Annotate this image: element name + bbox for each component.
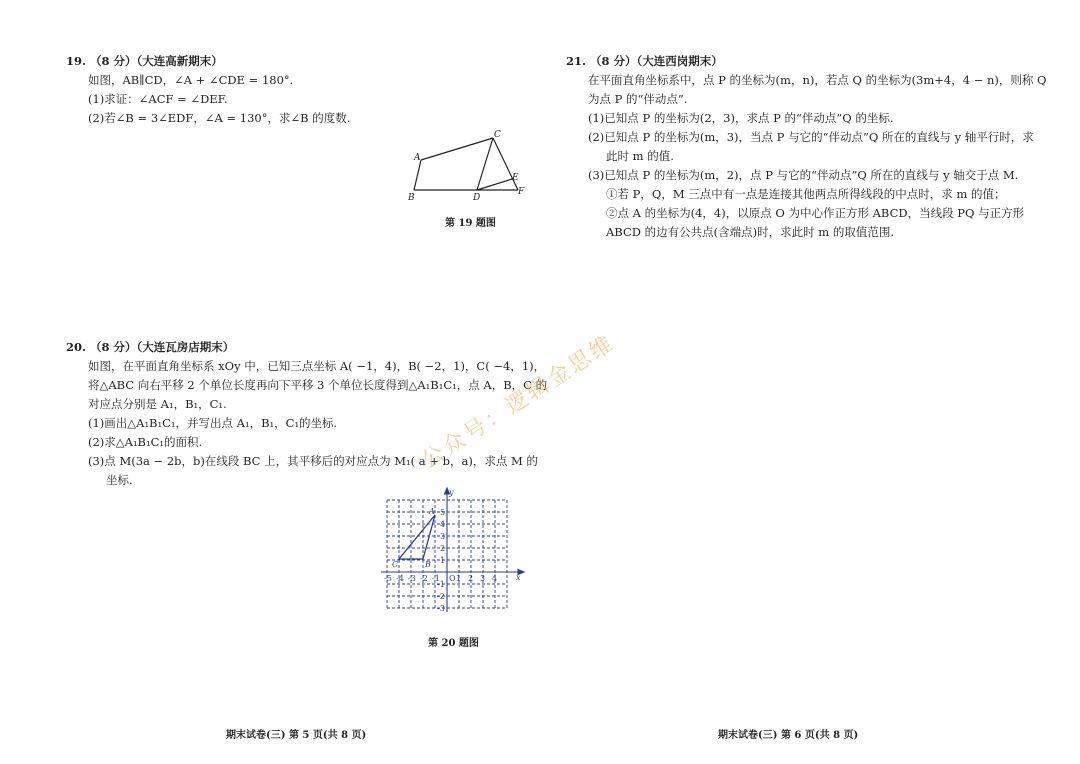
q21-line2: 为点 P 的“伴动点”. (588, 92, 688, 106)
q19-label-a: A (414, 153, 421, 163)
y-tick-label: 3 (440, 532, 446, 541)
q20-line4: (1)画出△A₁B₁C₁，并写出点 A₁，B₁，C₁的坐标. (88, 416, 338, 430)
x-tick-label: -1 (432, 574, 440, 583)
q19-segment-ab (414, 160, 421, 190)
q19-line3: (2)若∠B = 3∠EDF，∠A = 130°，求∠B 的度数. (88, 111, 351, 125)
point-label-c: C (392, 560, 399, 569)
footer-left: 期末试卷(三) 第 5 页(共 8 页) (226, 730, 367, 741)
q20-line3: 对应点分别是 A₁，B₁，C₁. (88, 397, 227, 411)
q20-line6: (3)点 M(3a − 2b，b)在线段 BC 上，其平移后的对应点为 M₁( a + b，a)，求点 M 的 (88, 454, 538, 468)
q20-line7: 坐标. (106, 473, 133, 487)
x-tick-label: -4 (396, 574, 404, 583)
y-tick-label: 1 (440, 556, 446, 565)
x-axis-label: x (516, 573, 521, 582)
q20-caption: 第 20 题图 (428, 638, 479, 649)
question-21 (566, 52, 1046, 242)
x-tick-label: -3 (408, 574, 416, 583)
q20-line1: 如图，在平面直角坐标系 xOy 中，已知三点坐标 A( −1，4)，B( −2，1)，C( −4，1)， (88, 359, 546, 373)
y-tick-label: 5 (440, 508, 446, 517)
y-tick-label: -3 (437, 604, 445, 613)
q20-line5: (2)求△A₁B₁C₁的面积. (88, 435, 203, 449)
q21-line4: (2)已知点 P 的坐标为(m，3)，当点 P 与它的“伴动点”Q 所在的直线与 y 轴平行时，求 (588, 130, 1034, 144)
q19-figure (405, 128, 530, 204)
q19-label-b: B (408, 193, 415, 203)
q21-line7: ①若 P，Q，M 三点中有一点是连接其他两点所得线段的中点时，求 m 的值； (606, 187, 1006, 201)
q19-caption: 第 19 题图 (445, 218, 496, 229)
x-tick-label: O (449, 574, 456, 583)
q21-line6: (3)已知点 P 的坐标为(m，2)，点 P 与它的“伴动点”Q 所在的直线与 y 轴交于点 M. (588, 168, 1019, 182)
q19-header: 19. （8 分）（大连高新期末） (66, 54, 223, 68)
q21-line1: 在平面直角坐标系中，点 P 的坐标为(m，n)，若点 Q 的坐标为(3m+4，4 − n)，则称 Q (588, 73, 1047, 87)
triangle-abc (399, 515, 435, 559)
q21-line8: ②点 A 的坐标为(4，4)，以原点 O 为中心作正方形 ABCD，当线段 PQ 与正方形 (606, 206, 1025, 220)
q20-line2: 将△ABC 向右平移 2 个单位长度再向下平移 3 个单位长度得到△A₁B₁C₁，点 A，B，C 的 (88, 378, 548, 392)
x-tick-label: -2 (420, 574, 428, 583)
point-label-a: A (429, 507, 435, 516)
footer-right: 期末试卷(三) 第 6 页(共 8 页) (718, 730, 859, 741)
y-tick-label: 4 (440, 520, 446, 529)
q21-line3: (1)已知点 P 的坐标为(2，3)，求点 P 的“伴动点”Q 的坐标. (588, 111, 894, 125)
x-tick-label: 3 (480, 574, 486, 583)
q20-coordinate-grid (378, 486, 526, 614)
y-tick-label: 2 (440, 544, 446, 553)
q19-line2: (1)求证：∠ACF = ∠DEF. (88, 92, 228, 106)
y-tick-label: -2 (437, 592, 445, 601)
q19-segment-cd (477, 138, 493, 190)
q21-header: 21. （8 分）（大连西岗期末） (566, 54, 723, 68)
q19-label-c: C (494, 130, 501, 140)
x-tick-label: 1 (456, 574, 462, 583)
q19-label-f: F (518, 187, 525, 197)
q20-header: 20. （8 分）（大连瓦房店期末） (66, 340, 235, 354)
q19-label-e: E (512, 173, 519, 183)
y-tick-label: -1 (437, 580, 445, 589)
question-19 (66, 52, 350, 128)
point-label-b: B (425, 560, 431, 569)
q19-label-d: D (473, 193, 481, 203)
q21-line5: 此时 m 的值. (606, 149, 674, 163)
x-tick-label: -5 (384, 574, 392, 583)
q19-line1: 如图，AB∥CD，∠A + ∠CDE = 180°. (88, 73, 294, 87)
y-axis-label: y (449, 488, 454, 497)
x-tick-label: 4 (492, 574, 498, 583)
q19-segment-de (477, 179, 512, 190)
x-tick-label: 2 (468, 574, 474, 583)
watermark: 公众号：逻辑金思维 (417, 330, 620, 474)
q19-segment-ac (421, 138, 493, 160)
q21-line9: ABCD 的边有公共点(含端点)时，求此时 m 的取值范围. (606, 225, 894, 239)
